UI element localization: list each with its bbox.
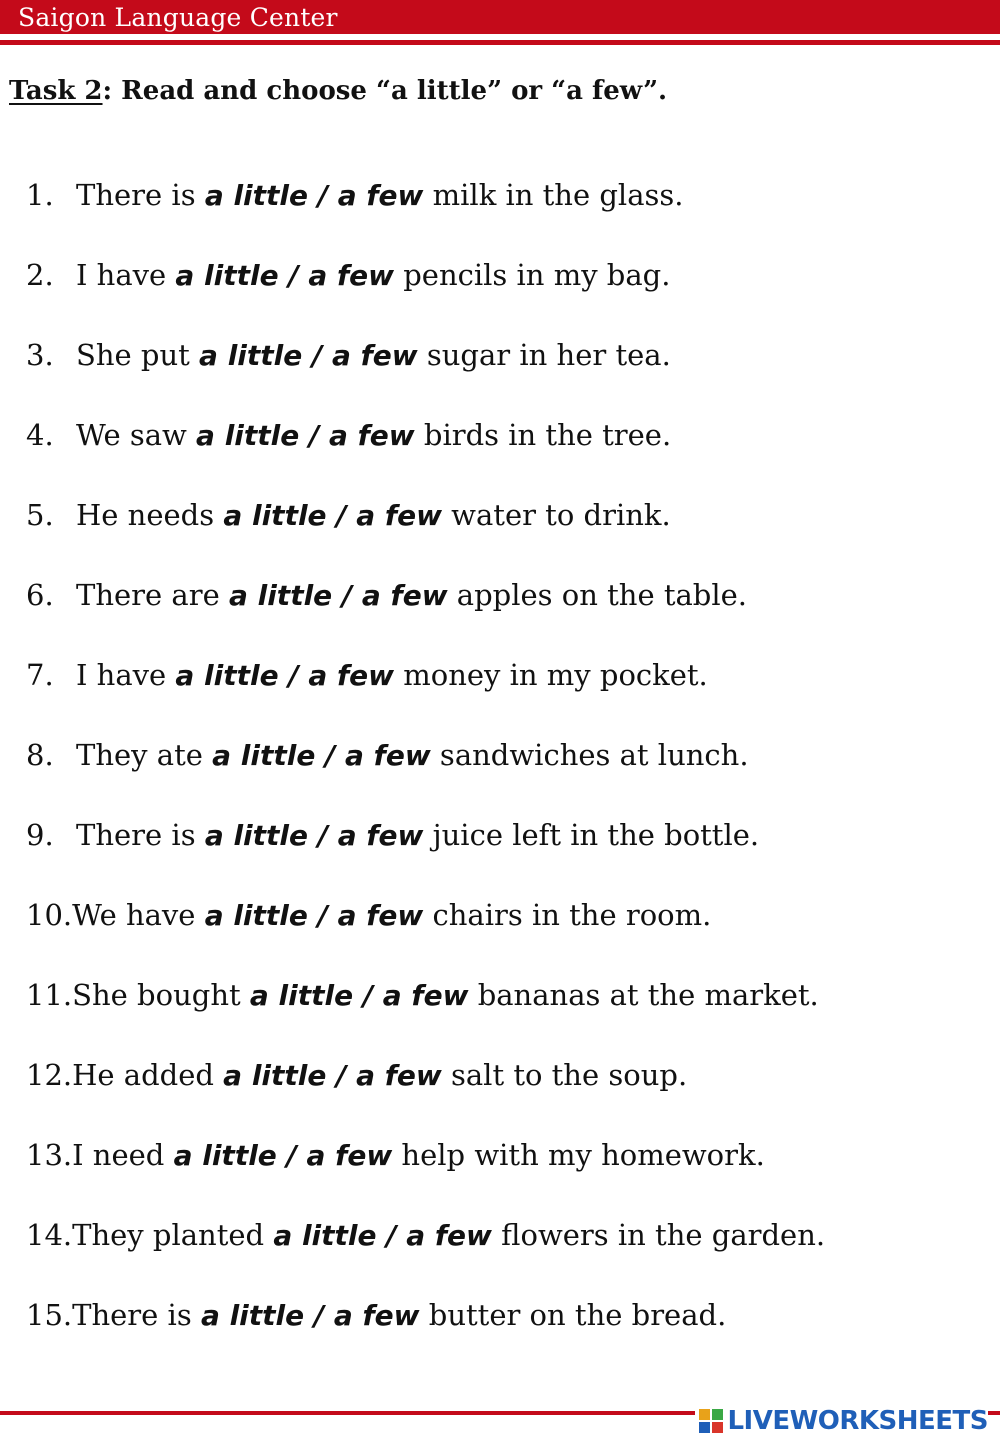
exercise-item (26, 172, 825, 252)
exercise-item (26, 492, 825, 572)
sentence-start: There is (72, 1298, 201, 1332)
sentence-end: help with my homework. (392, 1138, 765, 1172)
exercise-list (26, 172, 825, 1372)
choice-options[interactable]: a little / a few (196, 419, 415, 452)
sentence-start: We saw (76, 418, 197, 452)
exercise-number: 12. (26, 1058, 73, 1092)
exercise-number: 11. (26, 978, 73, 1012)
exercise-item (26, 652, 825, 732)
sentence-end: flowers in the garden. (491, 1218, 826, 1252)
choice-options[interactable]: a little / a few (200, 1299, 420, 1332)
sentence-start: They ate (76, 738, 213, 772)
liveworksheets-logo-icon (699, 1409, 723, 1433)
sentence-start: There is (76, 818, 205, 852)
choice-options[interactable]: a little / a few (204, 179, 424, 212)
sentence-start: I need (72, 1138, 174, 1172)
choice-options[interactable]: a little / a few (173, 1139, 393, 1172)
choice-options[interactable]: a little / a few (273, 1219, 492, 1252)
task-label: Task 2 (9, 76, 103, 106)
choice-options[interactable]: a little / a few (204, 899, 424, 932)
sentence-end: chairs in the room. (423, 898, 712, 932)
exercise-item (26, 332, 825, 412)
sentence-end: milk in the glass. (423, 178, 684, 212)
exercise-number: 5. (26, 498, 54, 532)
sentence-end: apples on the table. (447, 578, 747, 612)
choice-options[interactable]: a little / a few (223, 1059, 442, 1092)
sentence-end: birds in the tree. (414, 418, 672, 452)
sentence-end: water to drink. (441, 498, 671, 532)
choice-options[interactable]: a little / a few (175, 659, 395, 692)
sentence-start: I have (76, 658, 176, 692)
sentence-end: money in my pocket. (394, 658, 708, 692)
choice-options[interactable]: a little / a few (249, 979, 469, 1012)
sentence-start: There are (76, 578, 229, 612)
exercise-number: 8. (26, 738, 54, 772)
choice-options[interactable]: a little / a few (223, 499, 442, 532)
logo-block (712, 1409, 723, 1420)
exercise-item (26, 572, 825, 652)
exercise-item (26, 732, 825, 812)
exercise-number: 3. (26, 338, 54, 372)
sentence-start: I have (76, 258, 176, 292)
exercise-number: 14. (26, 1218, 73, 1252)
exercise-number: 7. (26, 658, 54, 692)
sentence-start: We have (72, 898, 205, 932)
exercise-item (26, 892, 825, 972)
exercise-number: 2. (26, 258, 54, 292)
sentence-end: juice left in the bottle. (423, 818, 760, 852)
choice-options[interactable]: a little / a few (204, 819, 424, 852)
sentence-start: She put (76, 338, 200, 372)
choice-options[interactable]: a little / a few (228, 579, 448, 612)
sentence-end: salt to the soup. (441, 1058, 688, 1092)
header-band (0, 0, 1000, 34)
exercise-item (26, 812, 825, 892)
choice-options[interactable]: a little / a few (199, 339, 418, 372)
task-heading (9, 76, 667, 106)
exercise-number: 9. (26, 818, 54, 852)
exercise-number: 1. (26, 178, 54, 212)
organization-name: Saigon Language Center (18, 3, 338, 32)
exercise-item (26, 1052, 825, 1132)
logo-text: LIVEWORKSHEETS (727, 1406, 988, 1436)
sentence-start: He needs (76, 498, 224, 532)
choice-options[interactable]: a little / a few (175, 259, 395, 292)
sentence-start: She bought (72, 978, 250, 1012)
exercise-number: 6. (26, 578, 54, 612)
liveworksheets-logo (695, 1404, 988, 1438)
choice-options[interactable]: a little / a few (212, 739, 431, 772)
exercise-item (26, 1292, 825, 1372)
task-instruction: : Read and choose “a little” or “a few”. (102, 76, 668, 106)
logo-block (699, 1422, 710, 1433)
logo-block (699, 1409, 710, 1420)
exercise-item (26, 1132, 825, 1212)
sentence-start: There is (76, 178, 205, 212)
sentence-start: He added (72, 1058, 224, 1092)
sentence-end: butter on the bread. (419, 1298, 727, 1332)
exercise-number: 4. (26, 418, 54, 452)
exercise-item (26, 972, 825, 1052)
sentence-start: They planted (72, 1218, 274, 1252)
sentence-end: sandwiches at lunch. (430, 738, 749, 772)
exercise-number: 13. (26, 1138, 73, 1172)
exercise-item (26, 252, 825, 332)
sentence-end: bananas at the market. (468, 978, 819, 1012)
sentence-end: sugar in her tea. (417, 338, 671, 372)
exercise-number: 15. (26, 1298, 73, 1332)
header-divider (0, 40, 1000, 45)
exercise-item (26, 1212, 825, 1292)
exercise-item (26, 412, 825, 492)
exercise-number: 10. (26, 898, 73, 932)
logo-block (712, 1422, 723, 1433)
sentence-end: pencils in my bag. (394, 258, 671, 292)
